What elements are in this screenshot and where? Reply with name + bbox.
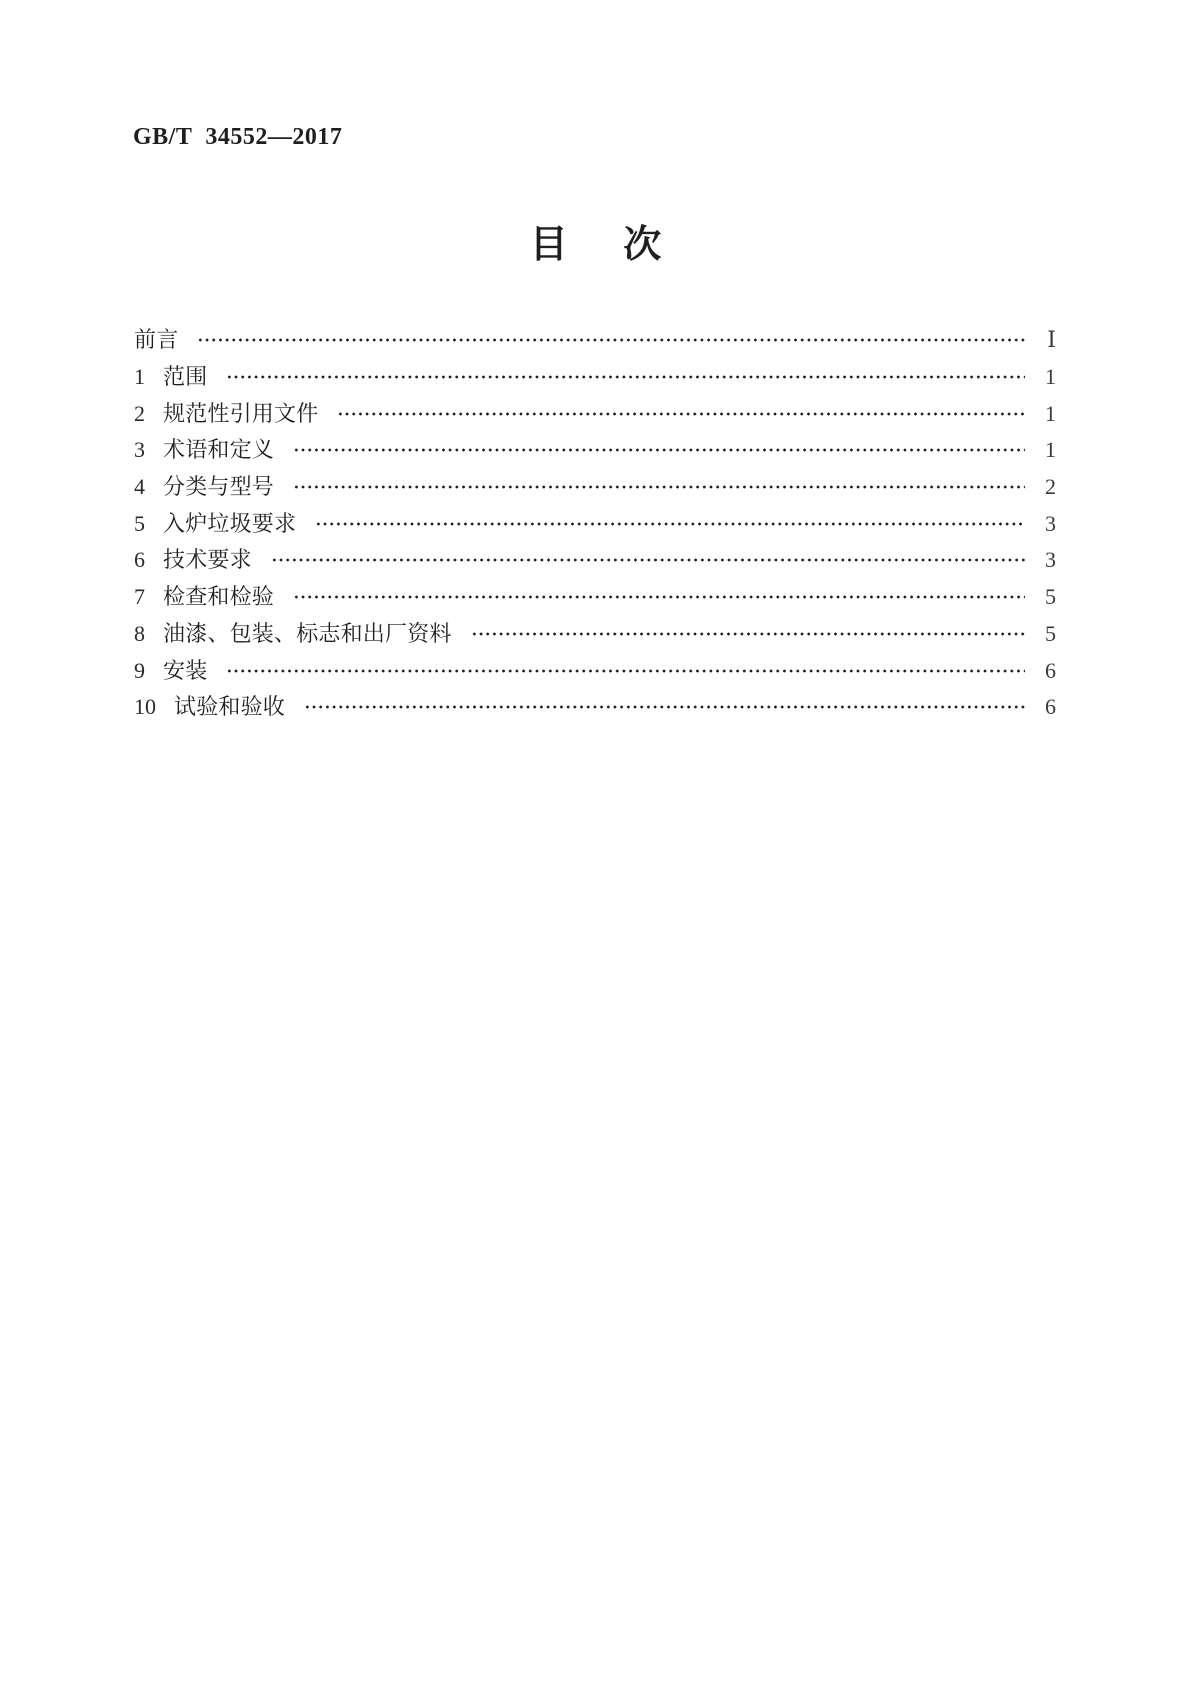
dot-leader: [471, 631, 1025, 637]
toc-entry-page: 1: [1045, 364, 1056, 390]
toc-entry: [134, 322, 1056, 359]
toc-entry-title: 油漆、包装、标志和出厂资料: [163, 620, 452, 646]
toc-entry-title: 术语和定义: [163, 437, 275, 463]
toc-entry-page: 5: [1045, 584, 1056, 610]
toc-entry-number: 10: [134, 694, 156, 720]
toc-entry-title: 安装: [163, 657, 208, 683]
toc-entry: [134, 359, 1056, 396]
toc-entry-number: 6: [134, 547, 145, 573]
toc-entry: [134, 469, 1056, 506]
toc-entry: [134, 505, 1056, 542]
toc-entry-number: 9: [134, 657, 145, 683]
toc-entry-page: 5: [1045, 620, 1056, 646]
toc-entry: [134, 689, 1056, 726]
toc-entry: [134, 652, 1056, 689]
toc-entry-page: 1: [1045, 400, 1056, 426]
toc-entry-page: 2: [1045, 474, 1056, 500]
toc-entry-title: 范围: [163, 364, 208, 390]
dot-leader: [293, 447, 1025, 453]
toc-entry-title: 检查和检验: [163, 584, 275, 610]
dot-leader: [271, 557, 1025, 563]
dot-leader: [226, 374, 1025, 380]
dot-leader: [226, 668, 1025, 674]
toc-entry-page: 3: [1045, 510, 1056, 536]
toc-entry-title: 前言: [134, 327, 179, 353]
toc-entry-number: 2: [134, 400, 145, 426]
toc-entry: [134, 542, 1056, 579]
toc-entry: [134, 432, 1056, 469]
toc-entry: [134, 616, 1056, 653]
toc-entry-title: 规范性引用文件: [163, 400, 319, 426]
toc-entry-page: Ⅰ: [1047, 327, 1056, 353]
toc-entry-page: 3: [1045, 547, 1056, 573]
page-title: 目 次: [529, 224, 662, 266]
toc-entry-number: 7: [134, 584, 145, 610]
toc-entry-title: 分类与型号: [163, 474, 275, 500]
table-of-contents: [134, 322, 1056, 726]
toc-entry-number: 3: [134, 437, 145, 463]
toc-entry-number: 5: [134, 510, 145, 536]
toc-entry-number: 1: [134, 364, 145, 390]
toc-entry: [134, 395, 1056, 432]
toc-entry-number: 4: [134, 474, 145, 500]
toc-entry-title: 入炉垃圾要求: [163, 510, 297, 536]
dot-leader: [293, 484, 1025, 490]
toc-entry: [134, 579, 1056, 616]
toc-entry-page: 6: [1045, 694, 1056, 720]
toc-entry-title: 试验和验收: [174, 694, 286, 720]
dot-leader: [304, 704, 1025, 710]
standard-number: GB/T 34552—2017: [133, 124, 343, 150]
dot-leader: [337, 411, 1025, 417]
dot-leader: [197, 337, 1025, 343]
toc-entry-title: 技术要求: [163, 547, 252, 573]
toc-entry-number: 8: [134, 620, 145, 646]
toc-entry-page: 1: [1045, 437, 1056, 463]
dot-leader: [293, 594, 1025, 600]
toc-entry-page: 6: [1045, 657, 1056, 683]
dot-leader: [315, 521, 1025, 527]
